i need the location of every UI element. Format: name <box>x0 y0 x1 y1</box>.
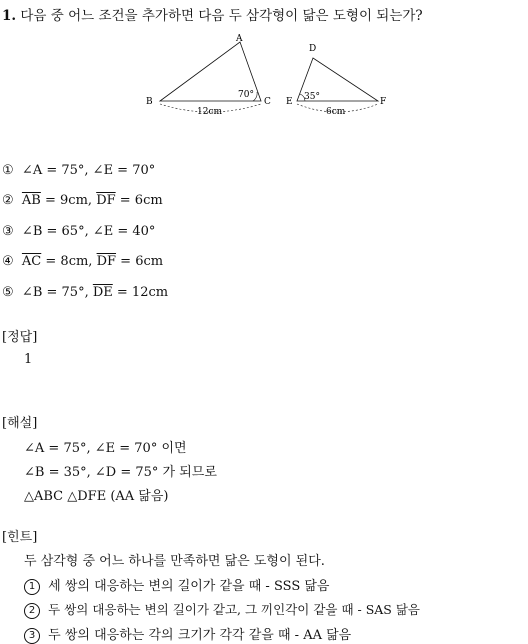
option-2-seg2: $\overline{DF}$ <box>96 193 116 208</box>
option-3-number: ③ <box>2 224 14 239</box>
hint-item-2-number: 2 <box>24 603 40 619</box>
option-2-seg1: $\overline{AB}$ <box>21 193 41 208</box>
label-a: A <box>236 34 243 44</box>
label-f: F <box>380 97 387 107</box>
hint-label: [힌트] <box>2 530 38 545</box>
label-b: B <box>146 97 153 107</box>
explanation-line-1: ∠A = 75°, ∠E = 70° 이면 <box>24 441 187 456</box>
option-3-part1: ∠B = 65°, <box>21 224 93 239</box>
option-4-seg1: $\overline{AC}$ <box>21 254 42 269</box>
triangle-figure <box>140 30 400 120</box>
label-c: C <box>264 97 271 107</box>
option-2-val2: = 6cm <box>115 193 163 208</box>
option-5-seg2: $\overline{DE}$ <box>92 285 113 300</box>
option-1[interactable] <box>2 163 155 178</box>
answer-label: [정답] <box>2 330 38 345</box>
hint-item-1 <box>24 575 329 595</box>
hint-intro: 두 삼각형 중 어느 하나를 만족하면 닮은 도형이 된다. <box>24 554 325 569</box>
hint-item-2-text: 두 쌍의 대응하는 변의 길이가 같고, 그 끼인각이 같을 때 - SAS 닮음 <box>48 602 420 617</box>
explanation-line-3: △ABC △DFE (AA 닮음) <box>24 489 169 504</box>
explanation-line-2: ∠B = 35°, ∠D = 75° 가 되므로 <box>24 465 217 480</box>
hint-item-1-number: 1 <box>24 579 40 595</box>
label-d: D <box>309 44 317 54</box>
option-1-number: ① <box>2 163 14 178</box>
option-5-val2: = 12cm <box>112 285 169 300</box>
option-5-number: ⑤ <box>2 285 14 300</box>
option-4-number: ④ <box>2 254 14 269</box>
hint-item-2 <box>24 600 420 619</box>
option-3-part2: ∠E = 40° <box>92 224 156 239</box>
label-e: E <box>286 97 293 107</box>
hint-item-1-text: 세 쌍의 대응하는 변의 길이가 같을 때 - SSS 닮음 <box>48 579 330 594</box>
explanation-label: [해설] <box>2 416 38 431</box>
question-line <box>2 4 423 24</box>
option-1-part1: ∠A = 75°, <box>21 163 93 178</box>
hint-item-3-text: 두 쌍의 대응하는 각의 크기가 각각 같을 때 - AA 닮음 <box>48 628 352 643</box>
option-2-number: ② <box>2 193 14 208</box>
label-side-ef: 6cm <box>326 107 346 117</box>
option-4[interactable] <box>2 254 163 269</box>
question-text: 다음 중 어느 조건을 추가하면 다음 두 삼각형이 닮은 도형이 되는가? <box>20 8 423 24</box>
option-2-val1: = 9cm, <box>40 193 97 208</box>
option-2[interactable] <box>2 193 163 208</box>
option-4-seg2: $\overline{DF}$ <box>96 254 117 269</box>
option-5[interactable] <box>2 285 168 300</box>
answer-value: 1 <box>24 352 33 367</box>
label-angle-e: 35° <box>304 92 320 102</box>
option-5-part1: ∠B = 75°, <box>21 285 93 300</box>
option-3[interactable] <box>2 224 155 239</box>
label-angle-c: 70° <box>238 90 254 100</box>
question-number: 1. <box>2 8 17 24</box>
hint-item-3-number: 3 <box>24 628 40 644</box>
label-side-bc: 12cm <box>197 107 223 117</box>
option-4-val1: = 8cm, <box>41 254 97 269</box>
option-1-part2: ∠E = 70° <box>92 163 156 178</box>
option-4-val2: = 6cm <box>116 254 164 269</box>
hint-item-3 <box>24 624 351 644</box>
